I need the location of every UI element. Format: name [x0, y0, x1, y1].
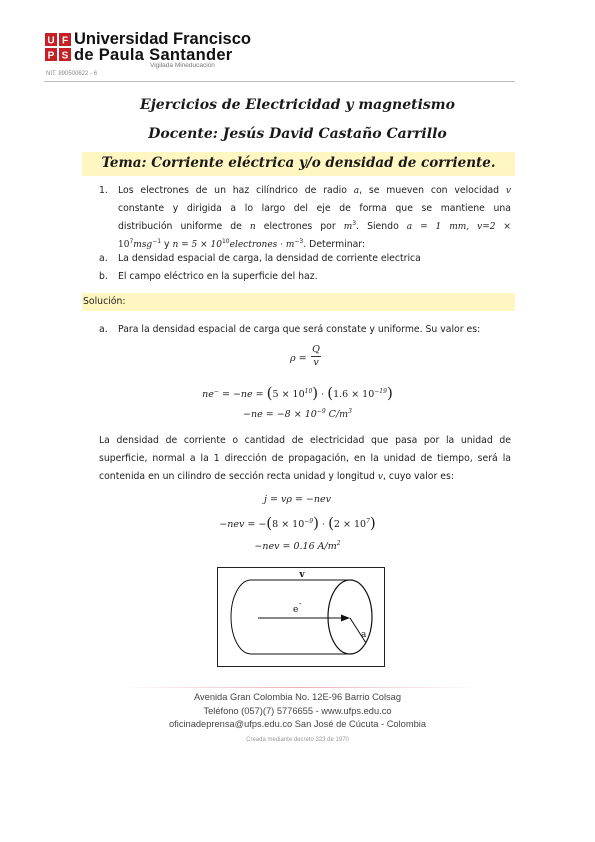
given-n: n = 5 × 10 [172, 240, 222, 250]
cylinder-diagram [218, 568, 384, 666]
problem-number: 1. [99, 185, 108, 196]
exponent: −9 [304, 518, 314, 525]
var-v: v [505, 186, 511, 196]
numerator: Q [312, 344, 320, 355]
exponent: 3 [352, 220, 357, 227]
denominator: v [313, 357, 319, 368]
problem-line-2: constante y dirigida a lo largo del eje de forma que se mantiene una [118, 203, 511, 214]
footer-address: Avenida Gran Colombia No. 12E-96 Barrio Colsag [193, 692, 402, 702]
university-name-line1: Universidad Francisco [74, 30, 251, 48]
solution-label: Solución: [83, 296, 126, 307]
item-marker: b. [99, 271, 108, 282]
eq-term: −ne = −8 × 10 [243, 409, 317, 420]
unit: electrones · m [229, 240, 295, 250]
cylinder-figure [217, 567, 385, 667]
fraction [311, 344, 321, 369]
exponent: −19 [374, 388, 387, 395]
problem-item-b: El campo eléctrico en la superficie del haz. [118, 271, 318, 282]
var-a: a [353, 186, 360, 196]
exponent: − [213, 388, 219, 395]
problem-text: , se mueven con velocidad [359, 185, 506, 196]
exponent: 10 [304, 388, 313, 395]
eq-term: 8 × 10 [272, 519, 305, 530]
logo-letter: U [47, 35, 55, 47]
exponent: 10 [221, 238, 230, 245]
eq-term: 1.6 × 10 [333, 389, 375, 400]
eq-lhs: ρ = [290, 353, 307, 364]
exponent: −3 [294, 238, 304, 245]
equation-j: j = vρ = −nev [264, 494, 331, 505]
eq-term: ne [202, 389, 214, 400]
label-e: e [293, 605, 299, 615]
current-density-paragraph [99, 432, 511, 486]
problem-text: y [161, 239, 173, 250]
equation-nev-result [0, 541, 595, 552]
eq-term: = −ne = [218, 389, 267, 400]
unit: msg [133, 240, 153, 250]
paragraph-text: La densidad de corriente o cantidad de electricidad que pasa por la unidad de superficie, normal a la 1 dirección de propagación, en la unidad de tiempo, será la contenida en un cilindro de sección recta unidad y longitud [99, 435, 511, 482]
logo-letter: P [47, 50, 55, 61]
eq-term: −nev = − [219, 519, 267, 530]
problem-text: Los electrones de un haz cilíndrico de radio [118, 185, 354, 196]
eq-dot: · [319, 519, 329, 530]
nit-number: NIT. 890500622 - 6 [46, 71, 98, 77]
solution-highlight [82, 293, 515, 311]
unit-m: m [343, 222, 353, 232]
footer-decree: Creada mediante decreto 323 de 1970 [246, 737, 349, 743]
header-divider [44, 81, 515, 82]
footer-phone-web: Teléfono (057)(7) 5776655 - www.ufps.edu.co [203, 706, 392, 716]
problem-text: distribución uniforme de [118, 221, 250, 232]
item-marker: a. [99, 253, 108, 264]
number: 10 [118, 240, 130, 250]
item-marker: a. [99, 324, 108, 335]
exponent: 3 [348, 408, 352, 415]
topic-title: Tema: Corriente eléctrica y/o densidad de corriente. [101, 155, 496, 171]
logo-letter: F [61, 35, 69, 47]
equation-ne-result [0, 409, 595, 420]
exercise-title: Ejercicios de Electricidad y magnetismo [140, 97, 455, 113]
given-a: a = 1 mm, [406, 222, 470, 232]
eq-dot: · [318, 389, 328, 400]
exponent: 2 [336, 540, 341, 547]
equation-rho [290, 353, 307, 364]
label-a: a [361, 630, 367, 640]
exponent: −1 [152, 238, 162, 245]
exponent: −9 [316, 408, 326, 415]
exponent: 7 [129, 238, 134, 245]
eq-term: −nev = 0.16 A/m [254, 541, 337, 552]
solution-a-text: Para la densidad espacial de carga que será constate y uniforme. Su valor es: [118, 324, 481, 335]
problem-item-a: La densidad espacial de carga, la densidad de corriente electrica [118, 253, 421, 264]
eq-term: 5 × 10 [272, 389, 305, 400]
label-e-sup: - [299, 600, 302, 608]
university-name-line2: de Paula Santander [74, 46, 233, 64]
eq-unit: C/m [325, 409, 349, 420]
teacher-line: Docente: Jesús David Castaño Carrillo [148, 126, 447, 142]
var-v: v [377, 472, 383, 482]
problem-text: electrones por [255, 221, 344, 232]
var-n: n [249, 222, 256, 232]
exponent: 7 [366, 518, 370, 525]
label-v: v [299, 570, 305, 580]
problem-text: . Siendo [356, 221, 407, 232]
problem-line-1 [118, 182, 511, 200]
problem-line-3 [118, 218, 511, 236]
footer-email-city: oficinadeprensa@ufps.edu.co San José de Cúcuta - Colombia [169, 719, 426, 729]
logo-letter: S [61, 50, 69, 61]
eq-term: 2 × 10 [333, 519, 367, 530]
tagline: Vigilada Mineducación [150, 62, 215, 69]
given-v: v=2 × [477, 222, 511, 232]
university-logo-icon [45, 33, 71, 61]
paragraph-text: , cuyo valor es: [382, 471, 454, 482]
footer-divider [120, 687, 480, 688]
equation-ne: $ne^- = -ne = (5 \times 10^{10}) \cdot (1.6 \times 10^{-19})$ [202, 384, 393, 402]
equation-nev: $-nev = -(8 \times 10^{-9}) \cdot (2 \times 10^7)$ [219, 514, 376, 532]
problem-text: . Determinar: [303, 239, 366, 250]
